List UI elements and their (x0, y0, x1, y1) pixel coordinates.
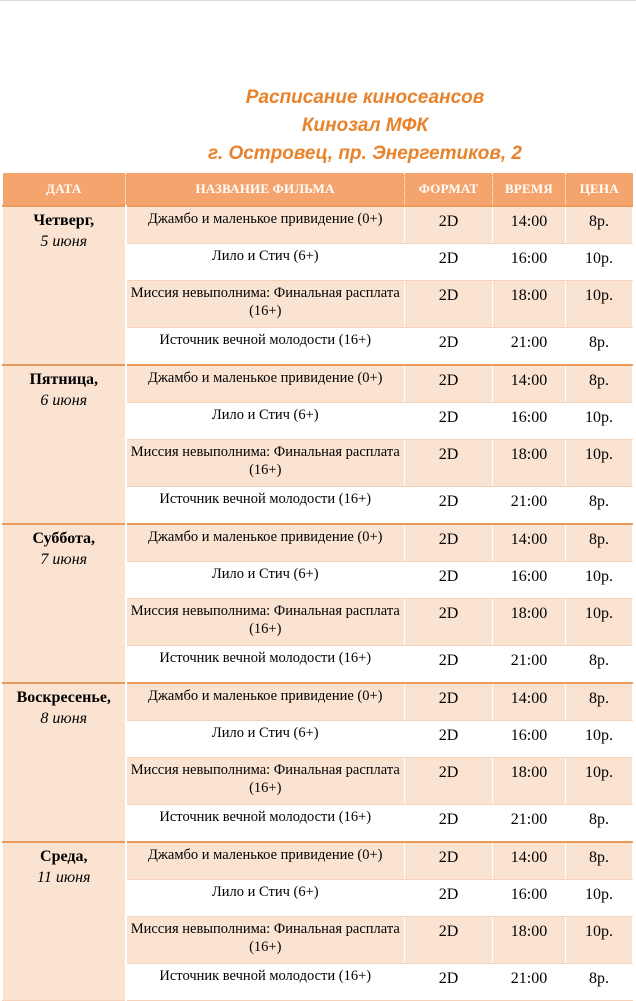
time-cell: 16:00 (493, 880, 566, 917)
price-cell: 8р. (566, 365, 633, 403)
price-cell: 10р. (566, 440, 633, 487)
film-title: Миссия невыполнима: Финальная расплата (16+) (126, 758, 405, 805)
format-cell: 2D (405, 721, 493, 758)
format-cell: 2D (405, 524, 493, 562)
schedule-body (3, 206, 633, 1001)
format-cell: 2D (405, 487, 493, 525)
price-cell: 8р. (566, 646, 633, 684)
time-cell: 18:00 (493, 758, 566, 805)
price-cell: 8р. (566, 964, 633, 1001)
day-date: 8 июня (40, 710, 88, 727)
day-date: 6 июня (40, 392, 88, 409)
film-title: Лило и Стич (6+) (126, 721, 405, 758)
price-cell: 8р. (566, 487, 633, 525)
price-cell: 8р. (566, 524, 633, 562)
film-title: Джамбо и маленькое привидение (0+) (126, 842, 405, 880)
film-title: Лило и Стич (6+) (126, 880, 405, 917)
film-title: Миссия невыполнима: Финальная расплата (16+) (126, 281, 405, 328)
time-cell: 14:00 (493, 365, 566, 403)
format-cell: 2D (405, 281, 493, 328)
schedule-table (2, 173, 633, 1001)
day-cell (3, 365, 126, 524)
day-cell (3, 206, 126, 365)
time-cell: 14:00 (493, 842, 566, 880)
format-cell: 2D (405, 328, 493, 366)
film-title: Источник вечной молодости (16+) (126, 646, 405, 684)
time-cell: 18:00 (493, 281, 566, 328)
film-title: Источник вечной молодости (16+) (126, 487, 405, 525)
title-line-3: г. Островец, пр. Энергетиков, 2 (208, 143, 522, 164)
price-cell: 10р. (566, 880, 633, 917)
page-title (0, 84, 636, 168)
time-cell: 21:00 (493, 487, 566, 525)
day-date: 5 июня (40, 233, 88, 250)
price-cell: 10р. (566, 562, 633, 599)
day-date: 11 июня (37, 869, 91, 886)
price-cell: 10р. (566, 721, 633, 758)
day-name: Среда, (40, 848, 88, 865)
time-cell: 16:00 (493, 562, 566, 599)
day-cell (3, 524, 126, 683)
film-title: Лило и Стич (6+) (126, 403, 405, 440)
format-cell: 2D (405, 805, 493, 843)
format-cell: 2D (405, 842, 493, 880)
film-title: Источник вечной молодости (16+) (126, 805, 405, 843)
film-title: Джамбо и маленькое привидение (0+) (126, 524, 405, 562)
column-header-time: ВРЕМЯ (493, 173, 566, 206)
film-title: Миссия невыполнима: Финальная расплата (16+) (126, 440, 405, 487)
price-cell: 10р. (566, 281, 633, 328)
film-title: Лило и Стич (6+) (126, 244, 405, 281)
film-title: Джамбо и маленькое привидение (0+) (126, 206, 405, 244)
table-row (3, 524, 633, 562)
price-cell: 10р. (566, 244, 633, 281)
price-cell: 8р. (566, 683, 633, 721)
time-cell: 21:00 (493, 964, 566, 1001)
price-cell: 8р. (566, 328, 633, 366)
top-border (0, 0, 636, 4)
column-header-film: НАЗВАНИЕ ФИЛЬМА (126, 173, 405, 206)
price-cell: 8р. (566, 842, 633, 880)
time-cell: 21:00 (493, 328, 566, 366)
format-cell: 2D (405, 244, 493, 281)
day-cell (3, 842, 126, 1001)
film-title: Источник вечной молодости (16+) (126, 328, 405, 366)
price-cell: 10р. (566, 917, 633, 964)
day-name: Четверг, (33, 212, 95, 229)
film-title: Миссия невыполнима: Финальная расплата (16+) (126, 917, 405, 964)
format-cell: 2D (405, 646, 493, 684)
time-cell: 16:00 (493, 721, 566, 758)
table-row (3, 683, 633, 721)
price-cell: 8р. (566, 805, 633, 843)
format-cell: 2D (405, 206, 493, 244)
time-cell: 18:00 (493, 599, 566, 646)
format-cell: 2D (405, 440, 493, 487)
time-cell: 21:00 (493, 646, 566, 684)
title-line-1: Расписание киносеансов (245, 87, 485, 108)
price-cell: 10р. (566, 403, 633, 440)
format-cell: 2D (405, 599, 493, 646)
format-cell: 2D (405, 683, 493, 721)
day-cell (3, 683, 126, 842)
format-cell: 2D (405, 562, 493, 599)
format-cell: 2D (405, 758, 493, 805)
column-header-date: ДАТА (3, 173, 126, 206)
price-cell: 10р. (566, 758, 633, 805)
format-cell: 2D (405, 917, 493, 964)
time-cell: 16:00 (493, 244, 566, 281)
day-name: Пятница, (29, 371, 99, 388)
table-row (3, 842, 633, 880)
table-header-row (3, 173, 633, 206)
day-name: Суббота, (32, 530, 96, 547)
price-cell: 10р. (566, 599, 633, 646)
day-name: Воскресенье, (16, 689, 111, 706)
format-cell: 2D (405, 964, 493, 1001)
time-cell: 14:00 (493, 683, 566, 721)
price-cell: 8р. (566, 206, 633, 244)
format-cell: 2D (405, 880, 493, 917)
format-cell: 2D (405, 365, 493, 403)
film-title: Лило и Стич (6+) (126, 562, 405, 599)
time-cell: 16:00 (493, 403, 566, 440)
time-cell: 18:00 (493, 917, 566, 964)
table-row (3, 206, 633, 244)
title-line-2: Кинозал МФК (301, 115, 429, 136)
time-cell: 21:00 (493, 805, 566, 843)
time-cell: 14:00 (493, 206, 566, 244)
film-title: Источник вечной молодости (16+) (126, 964, 405, 1001)
day-date: 7 июня (40, 551, 88, 568)
film-title: Миссия невыполнима: Финальная расплата (16+) (126, 599, 405, 646)
table-row (3, 365, 633, 403)
film-title: Джамбо и маленькое привидение (0+) (126, 683, 405, 721)
film-title: Джамбо и маленькое привидение (0+) (126, 365, 405, 403)
time-cell: 14:00 (493, 524, 566, 562)
column-header-format: ФОРМАТ (405, 173, 493, 206)
format-cell: 2D (405, 403, 493, 440)
column-header-price: ЦЕНА (566, 173, 633, 206)
time-cell: 18:00 (493, 440, 566, 487)
